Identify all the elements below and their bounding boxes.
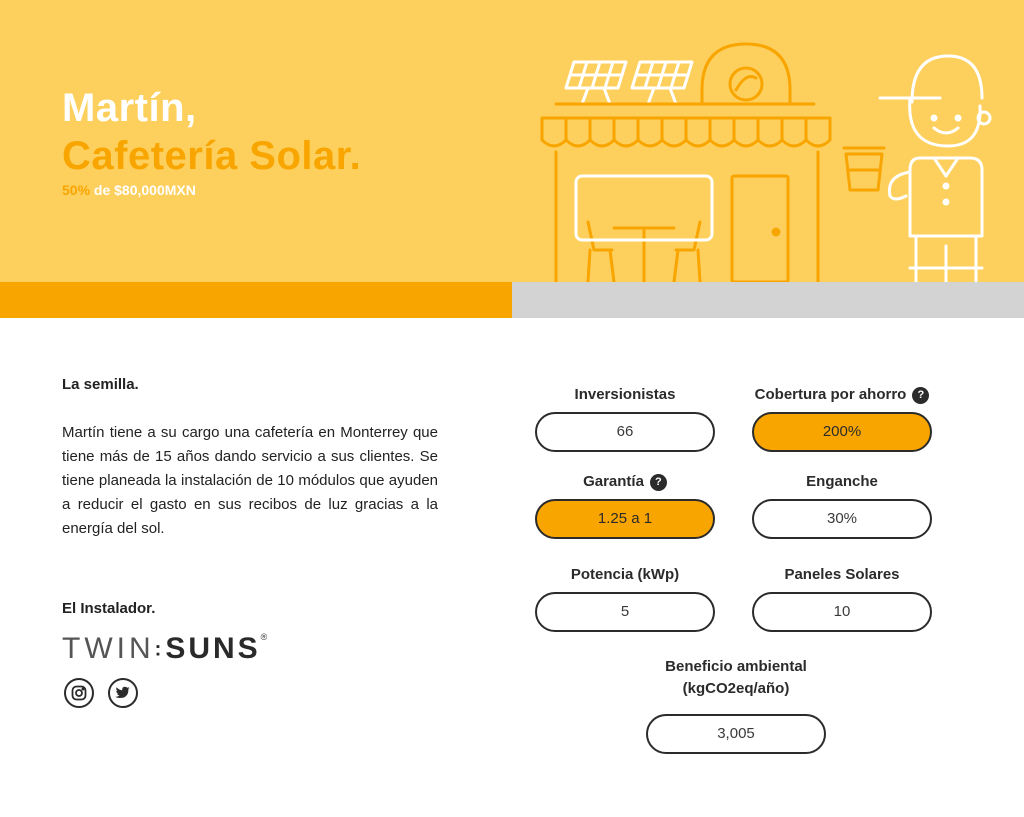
twitter-icon[interactable] [108,678,138,708]
section-heading-installer: El Instalador. [62,600,156,617]
metric-label: Enganche [806,473,878,490]
project-description-section [62,376,438,541]
metric-label: Beneficio ambiental (kgCO2eq/año) [665,658,807,697]
funding-amount: de $80,000MXN [93,182,196,198]
metric-value-panels: 10 [752,592,932,632]
metric-label: Garantía ? [535,471,715,493]
metric-coverage [752,384,932,452]
metric-value-environment: 3,005 [646,714,826,754]
hero-title-block [62,84,361,198]
project-description: Martín tiene a su cargo una cafetería en Monterrey que tiene más de 15 años dando servicio a sus clientes. Se tiene planeada la instalación de 10 módulos que ayuden a reducir el gasto en sus recibos de luz gracias a la energía del sol. [62,424,438,537]
metric-power [535,564,715,632]
social-links [64,678,138,708]
funding-percent: 50% [62,182,91,198]
metric-value-coverage: 200% [752,412,932,452]
solar-panel-icon [566,62,626,104]
metric-environment [646,656,826,754]
solar-panel-icon [632,62,692,104]
metric-label: Inversionistas [574,386,676,403]
funding-subtitle [62,182,361,198]
borrower-name: Martín, [62,86,197,130]
metric-label: Paneles Solares [784,566,900,583]
metric-value-down-payment: 30% [752,499,932,539]
metric-label: Potencia (kWp) [570,566,680,583]
metric-panels [752,564,932,632]
metric-value-investors: 66 [535,412,715,452]
metric-value-guarantee: 1.25 a 1 [535,499,715,539]
instagram-icon[interactable] [64,678,94,708]
section-heading-seed: La semilla. [62,376,139,393]
metric-investors [535,384,715,452]
cafe-illustration [530,36,1024,282]
help-icon[interactable]: ? [912,387,929,404]
progress-remaining-bar [512,282,1024,318]
progress-funded-bar [0,282,512,318]
metric-value-power: 5 [535,592,715,632]
metric-guarantee [535,471,715,539]
twinsuns-logo: TWIN:SUNS® [62,632,268,665]
metric-down-payment [752,471,932,539]
help-icon[interactable]: ? [650,474,667,491]
metric-label: Cobertura por ahorro ? [752,384,932,406]
project-name: Cafetería Solar. [62,134,362,178]
